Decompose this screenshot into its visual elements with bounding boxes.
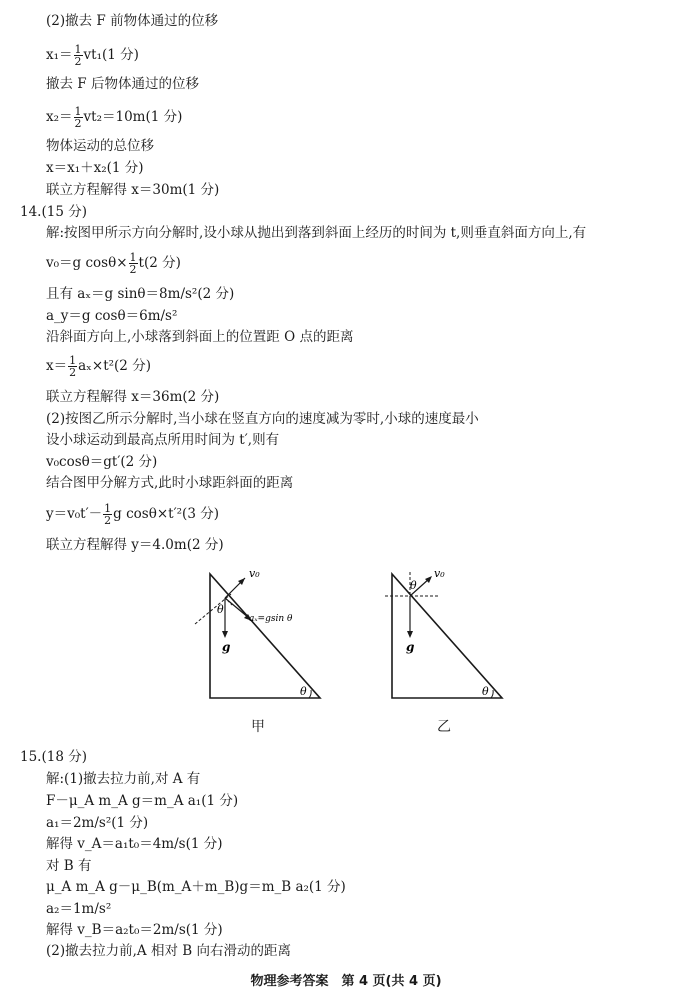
- incline-triangle: [392, 574, 502, 698]
- text-line: 沿斜面方向上,小球落到斜面上的位置距 O 点的距离: [46, 329, 354, 345]
- text-line: 撤去 F 后物体通过的位移: [46, 76, 199, 92]
- equation-x1: x₁＝ $\frac{1}{2}$ vt₁(1 分): [46, 43, 139, 68]
- incline-triangle: [210, 574, 320, 698]
- text-line: (2)按图乙所示分解时,当小球在竖直方向的速度减为零时,小球的速度最小: [46, 411, 479, 427]
- text-line: a₂＝1m/s²: [46, 901, 112, 917]
- v0-label: v₀: [249, 567, 260, 580]
- theta-label: θ: [410, 579, 417, 592]
- caption-yi: 乙: [437, 719, 451, 735]
- g-label: g: [222, 640, 231, 654]
- text-line: (2)撤去 F 前物体通过的位移: [46, 13, 219, 29]
- text-line: F－μ_A m_A g＝m_A a₁(1 分): [46, 793, 239, 809]
- text-line: 联立方程解得 y＝4.0m(2 分): [46, 537, 224, 553]
- text-line: 设小球运动到最高点所用时间为 t′,则有: [46, 432, 280, 448]
- text-line: 解得 v_B＝a₂t₀＝2m/s(1 分): [46, 922, 223, 938]
- question-number: 15.(18 分): [20, 749, 87, 765]
- equation-y: y＝v₀t′－ $\frac{1}{2}$ g cosθ×t′²(3 分): [46, 502, 219, 527]
- figure-jia: [185, 560, 335, 710]
- v0-label: v₀: [434, 567, 445, 580]
- text-line: μ_A m_A g－μ_B(m_A＋m_B)g＝m_B a₂(1 分): [46, 879, 346, 895]
- g-label: g: [406, 640, 415, 654]
- text-line: (2)撤去拉力前,A 相对 B 向右滑动的距离: [46, 943, 291, 959]
- text-line: 物体运动的总位移: [46, 138, 154, 154]
- equation-x2: x₂＝ $\frac{1}{2}$ vt₂＝10m(1 分): [46, 105, 183, 130]
- text-line: a₁＝2m/s²(1 分): [46, 815, 149, 831]
- question-number: 14.(15 分): [20, 204, 87, 220]
- text-line: v₀cosθ＝gt′(2 分): [46, 454, 158, 470]
- text-line: x＝x₁＋x₂(1 分): [46, 160, 144, 176]
- equation-v0: v₀＝g cosθ× $\frac{1}{2}$ t(2 分): [46, 251, 181, 276]
- text-line: 解:按图甲所示方向分解时,设小球从抛出到落到斜面上经历的时间为 t,则垂直斜面方向上,有: [46, 225, 587, 241]
- text-line: 联立方程解得 x＝36m(2 分): [46, 389, 220, 405]
- ax-label: aₓ=gsin θ: [249, 614, 293, 624]
- equation-x: x＝ $\frac{1}{2}$ aₓ×t²(2 分): [46, 354, 151, 379]
- slope-theta-label: θ: [482, 685, 489, 698]
- text-line: 联立方程解得 x＝30m(1 分): [46, 182, 220, 198]
- text-line: a_y＝g cosθ＝6m/s²: [46, 308, 178, 324]
- text-line: 对 B 有: [46, 858, 92, 874]
- slope-theta-label: θ: [300, 685, 307, 698]
- figure-yi: [380, 560, 510, 710]
- text-line: 解:(1)撤去拉力前,对 A 有: [46, 771, 201, 787]
- text-line: 且有 aₓ＝g sinθ＝8m/s²(2 分): [46, 286, 235, 302]
- page-footer: 物理参考答案 第 4 页(共 4 页): [250, 974, 442, 989]
- theta-label: θ: [217, 603, 224, 616]
- ax-arrow: [225, 598, 249, 618]
- caption-jia: 甲: [251, 719, 265, 735]
- text-line: 解得 v_A＝a₁t₀＝4m/s(1 分): [46, 836, 223, 852]
- text-line: 结合图甲分解方式,此时小球距斜面的距离: [46, 475, 294, 491]
